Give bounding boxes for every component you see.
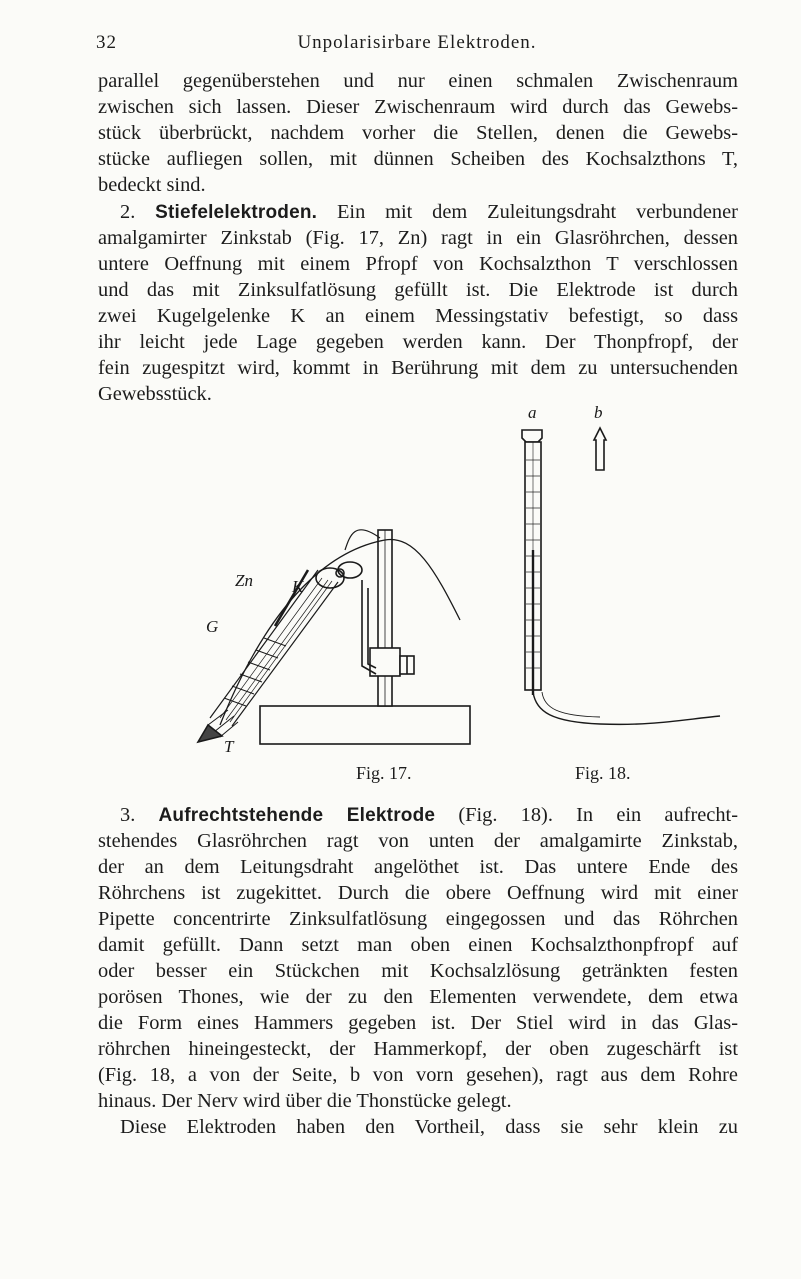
text-line: (Fig. 18, a von der Seite, b von vorn gesehen), ragt aus dem Rohre <box>98 1064 738 1086</box>
text-line: und das mit Zinksulfatlösung gefüllt ist. Die Elektrode ist durch <box>98 279 738 301</box>
text-line: amalgamirter Zinkstab (Fig. 17, Zn) ragt in ein Glasröhrchen, dessen <box>98 227 738 249</box>
figure-17-caption: Fig. 17. <box>356 763 412 783</box>
text-line: stücke aufliegen sollen, mit dünnen Scheiben des Kochsalzthons T, <box>98 148 738 170</box>
section-number: 3. <box>120 804 136 826</box>
text-line: Gewebsstück. <box>98 383 212 405</box>
text-line: der an dem Leitungsdraht angelöthet ist. Das untere Ende des <box>98 856 738 878</box>
text-line: zwischen sich lassen. Dieser Zwischenraum wird durch das Gewebs- <box>98 96 738 118</box>
text-line: Diese Elektroden haben den Vortheil, dass sie sehr klein zu <box>120 1116 738 1138</box>
fig-18-drawing <box>522 403 720 724</box>
paragraph-stiefelelektroden <box>98 199 738 407</box>
text-line: zwei Kugelgelenke K an einem Messingstativ befestigt, so dass <box>98 305 738 327</box>
figure-17-18-illustration <box>180 403 720 785</box>
section-first-line <box>98 199 738 225</box>
label-a: a <box>528 403 537 422</box>
text-line: Röhrchens ist zugekittet. Durch die obere Oeffnung wird mit einer <box>98 882 738 904</box>
text-line: Pipette concentrirte Zinksulfatlösung eingegossen und das Röhrchen <box>98 908 738 930</box>
text-line: hinaus. Der Nerv wird über die Thonstücke gelegt. <box>98 1090 512 1112</box>
fig-17-drawing <box>198 530 470 756</box>
label-t: T <box>224 737 234 756</box>
running-title: Unpolarisirbare Elektroden. <box>297 32 537 53</box>
text-line: parallel gegenüberstehen und nur einen schmalen Zwischenraum <box>98 70 738 92</box>
text-line: stück überbrückt, nachdem vorher die Stellen, denen die Gewebs- <box>98 122 738 144</box>
section-first-line <box>98 802 738 828</box>
label-k: K <box>292 577 304 596</box>
text-line: röhrchen hineingesteckt, der Hammerkopf, der oben zugeschärft ist <box>98 1038 738 1060</box>
text-line: oder besser ein Stückchen mit Kochsalzlösung getränkten festen <box>98 960 738 982</box>
page-number: 32 <box>96 32 117 53</box>
page-header <box>0 26 801 56</box>
text-line: die Form eines Hammers gegeben ist. Der Stiel wird in das Glas- <box>98 1012 738 1034</box>
text-line: ihr leicht jede Lage gegeben werden kann. Der Thonpfropf, der <box>98 331 738 353</box>
text-line: fein zugespitzt wird, kommt in Berührung mit dem zu untersuchenden <box>98 357 738 379</box>
text-line: bedeckt sind. <box>98 174 206 196</box>
text-line: stehendes Glasröhrchen ragt von unten der amalgamirte Zinkstab, <box>98 830 738 852</box>
label-g: G <box>206 617 219 636</box>
label-b: b <box>594 403 603 422</box>
text-line: untere Oeffnung mit einem Pfropf von Kochsalzthon T verschlossen <box>98 253 738 275</box>
paragraph-aufrechtstehende <box>98 802 738 1140</box>
section-term: Aufrechtstehende Elektrode <box>158 805 436 826</box>
section-first-line-text: Ein mit dem Zuleitungsdraht verbundener <box>336 201 738 223</box>
section-first-line-text: (Fig. 18). In ein aufrecht- <box>458 804 738 826</box>
text-line: damit gefüllt. Dann setzt man oben einen Kochsalzthonpfropf auf <box>98 934 738 956</box>
text-line: porösen Thones, wie der zu den Elementen verwendete, dem etwa <box>98 986 738 1008</box>
label-zn: Zn <box>235 571 253 590</box>
paragraph-continuation <box>98 68 738 198</box>
section-number: 2. <box>120 201 136 223</box>
figure-18-caption: Fig. 18. <box>575 763 631 783</box>
section-term: Stiefelelektroden. <box>155 202 318 223</box>
